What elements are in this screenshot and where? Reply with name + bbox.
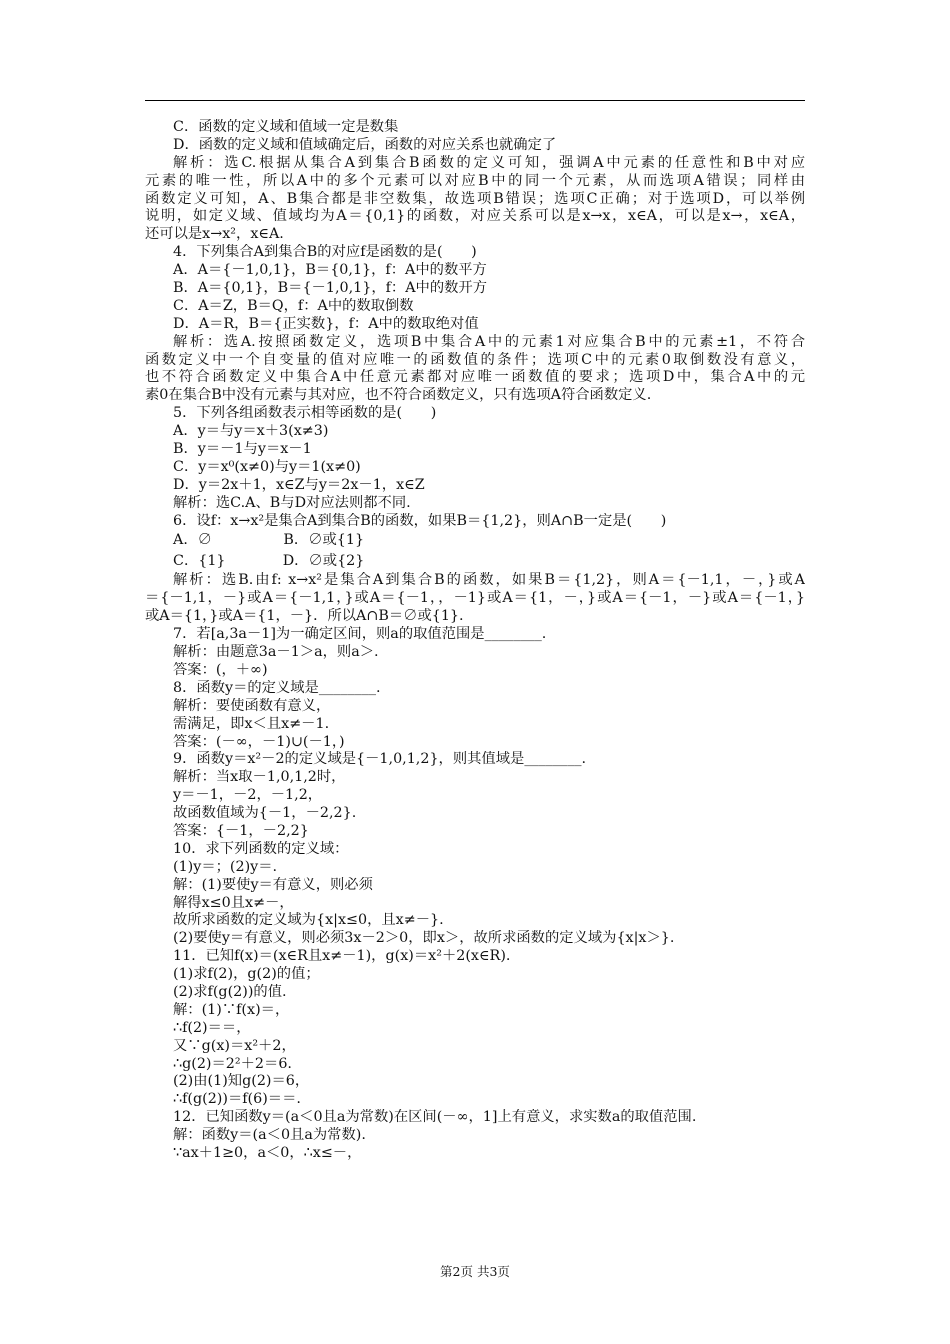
- text-line: 解得x≤0且x≠－，: [173, 894, 294, 911]
- text-line: B．y＝－1与y＝x－1: [173, 441, 312, 458]
- text-line: A．A＝{－1,0,1}，B＝{0,1}，f：A中的数平方: [173, 262, 487, 279]
- text-line: (2)求f(g(2))的值.: [173, 983, 287, 1000]
- text-line: ∴f(g(2))＝f(6)＝＝.: [173, 1091, 301, 1108]
- document-body: [145, 119, 805, 1163]
- text-line: 又∵g(x)＝x²＋2，: [173, 1037, 296, 1054]
- text-line: C．函数的定义域和值域一定是数集: [173, 119, 399, 135]
- text-line: B．A＝{0,1}，B＝{－1,0,1}，f：A中的数开方: [173, 280, 488, 297]
- text-line: (2)要使y＝有意义，则必须3x－2＞0，即x＞，故所求函数的定义域为{x|x＞}.: [173, 930, 675, 947]
- text-line: 解析：当x取－1,0,1,2时，: [173, 769, 346, 786]
- text-line: 答案：{－1，－2,2}: [173, 822, 309, 839]
- text-line: 解：(1)要使y＝有意义，则必须: [173, 876, 373, 893]
- text-line: 9．函数y＝x²－2的定义域是{－1,0,1,2}，则其值域是________.: [173, 751, 587, 768]
- text-line: 或A＝{1，}或A＝{1，－}．所以A∩B＝∅或{1}.: [145, 608, 464, 625]
- text-line: y＝－1，－2，－1,2，: [173, 787, 323, 804]
- text-line: C．A＝Z，B＝Q，f：A中的数取倒数: [173, 297, 414, 314]
- text-line: D．A＝R，B＝{正实数}，f：A中的数取绝对值: [173, 315, 479, 332]
- text-line: A．∅ B．∅或{1}: [173, 532, 365, 549]
- text-line: ∴g(2)＝2²＋2＝6.: [173, 1055, 292, 1072]
- text-line: 需满足，即x＜且x≠－1.: [173, 715, 330, 732]
- text-line: ∵ax＋1≥0，a＜0，∴x≤－，: [173, 1144, 362, 1161]
- text-line: 解：(1)∵f(x)＝，: [173, 1001, 290, 1018]
- text-line: D．y＝2x＋1，x∈Z与y＝2x－1，x∈Z: [173, 476, 425, 493]
- header-rule: [145, 100, 805, 101]
- text-line: D．函数的定义域和值域确定后，函数的对应关系也就确定了: [173, 136, 557, 153]
- text-line: 故所求函数的定义域为{x|x≤0，且x≠－}.: [173, 912, 444, 929]
- text-line: 5．下列各组函数表示相等函数的是( ): [173, 405, 437, 422]
- text-line: 解析：由题意3a－1＞a，则a＞.: [173, 644, 379, 661]
- text-line: 函数定义中一个自变量的值对应唯一的函数值的条件；选项C中的元素0取倒数没有意义，: [145, 351, 805, 368]
- text-line: 元素的唯一性，所以A中的多个元素可以对应B中的同一个元素，从而选项A错误；同样由: [145, 172, 805, 189]
- text-line: 解析：选C.A、B与D对应法则都不同.: [173, 494, 411, 511]
- text-line: 函数定义可知，A、B集合都是非空数集，故选项B错误；选项C正确；对于选项D，可以举例: [145, 190, 805, 207]
- text-line: 答案：(－∞，－1)∪(－1，): [173, 733, 345, 750]
- text-line: (1)y＝；(2)y＝.: [173, 858, 278, 875]
- text-line: 答案：(，＋∞): [173, 661, 268, 678]
- text-line: A．y＝与y＝x＋3(x≠3): [173, 423, 329, 440]
- text-line: C．{1} D．∅或{2}: [173, 553, 365, 570]
- text-line: 11．已知f(x)＝(x∈R且x≠－1)，g(x)＝x²＋2(x∈R).: [173, 948, 511, 965]
- text-line: 7．若[a,3a－1]为一确定区间，则a的取值范围是________.: [173, 626, 547, 643]
- text-line: 12．已知函数y＝(a＜0且a为常数)在区间(－∞，1]上有意义，求实数a的取值范围.: [173, 1109, 697, 1126]
- text-line: 还可以是x→x²，x∈A.: [145, 226, 284, 243]
- text-line: (1)求f(2)，g(2)的值；: [173, 966, 320, 983]
- text-line: 4．下列集合A到集合B的对应f是函数的是( ): [173, 244, 477, 261]
- text-line: 素0在集合B中没有元素与其对应，也不符合函数定义，只有选项A符合函数定义.: [145, 387, 652, 404]
- text-line: 解析：选B.由f: x→x²是集合A到集合B的函数，如果B＝{1,2}，则A＝{－1,1，－，}或A: [173, 572, 805, 589]
- text-line: 故函数值域为{－1，－2,2}.: [173, 805, 357, 822]
- text-line: 10．求下列函数的定义域：: [173, 840, 349, 857]
- text-line: 解：函数y＝(a＜0且a为常数).: [173, 1127, 366, 1144]
- page-footer: 第2页 共3页: [440, 1264, 510, 1279]
- text-line: 解析：选C.根据从集合A到集合B函数的定义可知，强调A中元素的任意性和B中对应: [173, 154, 805, 171]
- text-line: 解析：要使函数有意义，: [173, 697, 331, 714]
- text-line: 解析：选A.按照函数定义，选项B中集合A中的元素1对应集合B中的元素±1，不符合: [173, 333, 805, 350]
- text-line: (2)由(1)知g(2)＝6，: [173, 1073, 310, 1090]
- text-line: 8．函数y＝的定义域是________.: [173, 679, 381, 696]
- text-line: ∴f(2)＝＝，: [173, 1019, 251, 1036]
- text-line: ＝{－1,1，－}或A＝{－1,1，}或A＝{－1，，－1}或A＝{1，－，}或A＝{－1，－}或A＝{－1，}: [145, 590, 805, 607]
- text-line: 6．设f：x→x²是集合A到集合B的函数，如果B＝{1,2}，则A∩B一定是( ): [173, 512, 667, 529]
- text-line: C．y＝x⁰(x≠0)与y＝1(x≠0): [173, 458, 361, 475]
- text-line: 也不符合函数定义中集合A中任意元素都对应唯一函数值的要求；选项D中，集合A中的元: [145, 369, 805, 386]
- text-line: 说明，如定义域、值域均为A＝{0,1}的函数，对应关系可以是x→x，x∈A，可以是x→，x∈A，: [145, 208, 805, 225]
